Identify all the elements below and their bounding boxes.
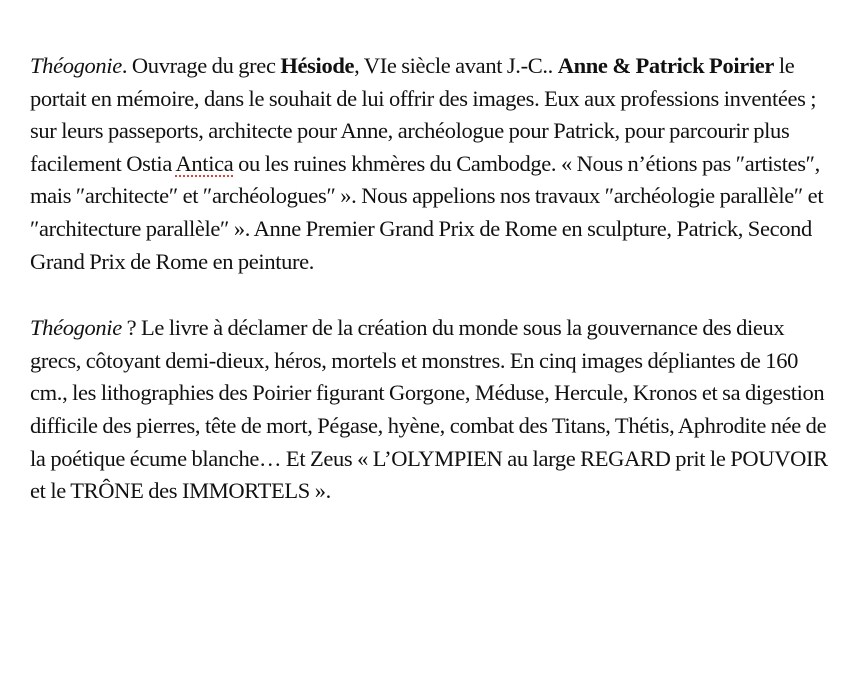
document-body	[30, 50, 830, 508]
paragraph-2	[30, 312, 830, 508]
text-segment: ou les ruines khmères du Cambodge. « Nous n’étions pas ″artistes″, mais ″architecte″ et ″archéologues″ ». Nous appelions nos travaux ″archéologie parallèle″ et ″architecture parallèle″ ». Anne Premier Grand Prix de Rome en sculpture, Patrick, Second Grand Prix de Rome en peinture.	[30, 150, 824, 274]
text-segment: le portait en mémoire, dans le souhait de lui offrir des images. Eux aux professions inventées ; sur leurs passeports, architecte pour Anne, archéologue pour Patrick, pour parcourir plus facilement Ostia	[30, 53, 817, 176]
paragraph-1	[30, 50, 830, 278]
book-title: Théogonie	[30, 53, 122, 78]
book-title: Théogonie	[30, 315, 122, 341]
text-segment: . Ouvrage du grec	[121, 53, 281, 78]
misspelled-word[interactable]: Antica	[175, 150, 234, 176]
author-name: Hésiode	[280, 53, 355, 78]
artists-name: Anne & Patrick Poirier	[557, 53, 775, 78]
text-segment: , VIe siècle avant J.-C..	[354, 53, 558, 78]
text-segment: ? Le livre à déclamer de la création du monde sous la gouvernance des dieux grecs, côtoyant demi-dieux, héros, mortels et monstres. En cinq images dépliantes de 160 cm., les lithographies des Poirier figurant Gorgone, Méduse, Hercule, Kronos et sa digestion difficile des pierres, tête de mort, Pégase, hyène, combat des Titans, Thétis, Aphrodite née de la poétique écume blanche… Et Zeus « L’OLYMPIEN au large REGARD prit le POUVOIR et le TRÔNE des IMMORTELS ».	[30, 315, 828, 504]
